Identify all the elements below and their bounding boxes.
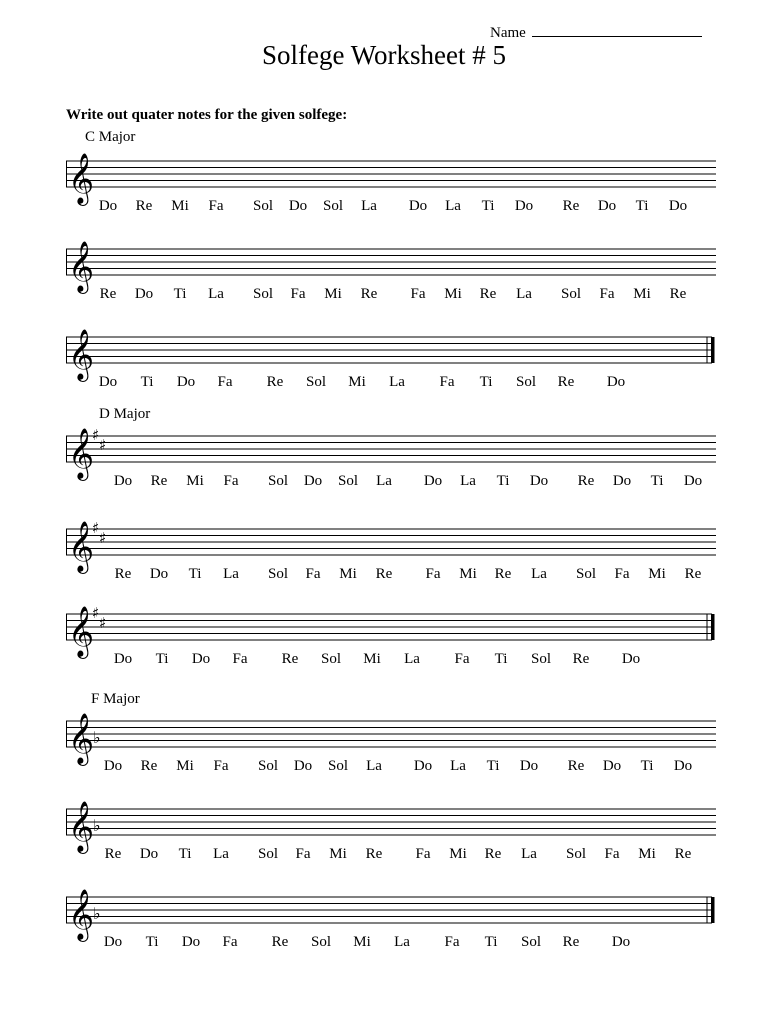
key-label: F Major bbox=[91, 691, 140, 707]
flat-icon: ♭ bbox=[93, 728, 101, 747]
solfege-syllable: Do bbox=[673, 758, 693, 774]
staff-lines bbox=[66, 509, 716, 573]
treble-clef-icon: 𝄞 bbox=[68, 428, 95, 479]
solfege-syllable: Sol bbox=[257, 846, 279, 862]
music-staff[interactable] bbox=[66, 229, 716, 293]
solfege-syllable: Fa bbox=[599, 286, 615, 302]
solfege-syllable: Re bbox=[562, 198, 580, 214]
solfege-syllable: La bbox=[531, 566, 547, 582]
solfege-syllable: Sol bbox=[252, 286, 274, 302]
solfege-syllable: Re bbox=[150, 473, 168, 489]
treble-clef-icon: 𝄞 bbox=[68, 521, 95, 572]
solfege-syllable: Do bbox=[98, 198, 118, 214]
solfege-syllable: Ti bbox=[650, 473, 664, 489]
solfege-syllable: Mi bbox=[186, 473, 204, 489]
solfege-syllable: La bbox=[389, 374, 405, 390]
solfege-syllable: Sol bbox=[575, 566, 597, 582]
sharp-icon: ♯ bbox=[99, 614, 107, 632]
solfege-syllable: Re bbox=[674, 846, 692, 862]
solfege-syllable: Sol bbox=[310, 934, 332, 950]
treble-clef-icon: 𝄞 bbox=[68, 329, 95, 380]
solfege-syllable: Ti bbox=[479, 374, 493, 390]
music-staff[interactable] bbox=[66, 877, 716, 941]
solfege-syllable: Do bbox=[423, 473, 443, 489]
solfege-syllable: Ti bbox=[496, 473, 510, 489]
treble-clef-icon: 𝄞 bbox=[68, 241, 95, 292]
music-staff[interactable] bbox=[66, 317, 716, 381]
solfege-syllable: Re bbox=[669, 286, 687, 302]
solfege-syllable: Mi bbox=[339, 566, 357, 582]
solfege-syllable: La bbox=[450, 758, 466, 774]
solfege-syllable: Re bbox=[281, 651, 299, 667]
solfege-syllable: Sol bbox=[267, 473, 289, 489]
sharp-icon: ♯ bbox=[92, 426, 100, 444]
solfege-syllable: Mi bbox=[648, 566, 666, 582]
solfege-syllable: Mi bbox=[459, 566, 477, 582]
solfege-syllable: Mi bbox=[324, 286, 342, 302]
solfege-syllable: Fa bbox=[439, 374, 455, 390]
name-blank-line[interactable] bbox=[532, 24, 702, 37]
solfege-syllable: La bbox=[516, 286, 532, 302]
solfege-syllable: Do bbox=[113, 651, 133, 667]
solfege-syllable: Fa bbox=[415, 846, 431, 862]
solfege-syllable: Sol bbox=[267, 566, 289, 582]
flat-icon: ♭ bbox=[93, 904, 101, 923]
solfege-syllable: Ti bbox=[178, 846, 192, 862]
solfege-syllable: Mi bbox=[633, 286, 651, 302]
solfege-syllable: Sol bbox=[320, 651, 342, 667]
treble-clef-icon: 𝄞 bbox=[68, 606, 95, 657]
solfege-syllable: Sol bbox=[305, 374, 327, 390]
treble-clef-icon: 𝄞 bbox=[68, 713, 95, 764]
solfege-syllable: Ti bbox=[640, 758, 654, 774]
solfege-syllable: Mi bbox=[329, 846, 347, 862]
solfege-syllable: Re bbox=[479, 286, 497, 302]
solfege-syllable: Sol bbox=[565, 846, 587, 862]
solfege-syllable: Re bbox=[557, 374, 575, 390]
solfege-syllable: Do bbox=[176, 374, 196, 390]
solfege-syllable: Re bbox=[360, 286, 378, 302]
solfege-syllable: Mi bbox=[353, 934, 371, 950]
treble-clef-icon: 𝄞 bbox=[68, 153, 95, 204]
solfege-syllable: La bbox=[394, 934, 410, 950]
treble-clef-icon: 𝄞 bbox=[68, 889, 95, 940]
music-staff[interactable] bbox=[66, 789, 716, 853]
solfege-syllable: Sol bbox=[515, 374, 537, 390]
solfege-syllable: Do bbox=[612, 473, 632, 489]
flat-icon: ♭ bbox=[93, 816, 101, 835]
solfege-syllable: Do bbox=[514, 198, 534, 214]
staff-lines bbox=[66, 877, 716, 941]
solfege-syllable: Do bbox=[139, 846, 159, 862]
solfege-syllable: Re bbox=[104, 846, 122, 862]
staff-lines bbox=[66, 789, 716, 853]
sharp-icon: ♯ bbox=[99, 529, 107, 547]
solfege-syllable: Do bbox=[303, 473, 323, 489]
solfege-syllable: Ti bbox=[145, 934, 159, 950]
solfege-syllable: Fa bbox=[454, 651, 470, 667]
solfege-syllable: Do bbox=[606, 374, 626, 390]
solfege-syllable: Fa bbox=[425, 566, 441, 582]
solfege-syllable: Mi bbox=[171, 198, 189, 214]
solfege-syllable: Re bbox=[494, 566, 512, 582]
solfege-syllable: Ti bbox=[173, 286, 187, 302]
solfege-syllable: La bbox=[223, 566, 239, 582]
solfege-syllable: Sol bbox=[520, 934, 542, 950]
solfege-syllable: Sol bbox=[337, 473, 359, 489]
solfege-syllable: Mi bbox=[449, 846, 467, 862]
solfege-syllable: Fa bbox=[614, 566, 630, 582]
solfege-syllable: Re bbox=[484, 846, 502, 862]
solfege-syllable: Do bbox=[621, 651, 641, 667]
solfege-syllable: Mi bbox=[176, 758, 194, 774]
solfege-syllable: La bbox=[376, 473, 392, 489]
solfege-syllable: Fa bbox=[444, 934, 460, 950]
key-label: D Major bbox=[99, 406, 151, 422]
solfege-syllable: Do bbox=[103, 758, 123, 774]
solfege-syllable: Fa bbox=[290, 286, 306, 302]
solfege-syllable: Re bbox=[271, 934, 289, 950]
solfege-syllable: Do bbox=[191, 651, 211, 667]
staff-lines bbox=[66, 594, 716, 658]
solfege-syllable: Sol bbox=[252, 198, 274, 214]
solfege-syllable: Ti bbox=[635, 198, 649, 214]
solfege-syllable: Ti bbox=[188, 566, 202, 582]
staff-lines bbox=[66, 141, 716, 205]
solfege-syllable: Re bbox=[114, 566, 132, 582]
solfege-syllable: Mi bbox=[363, 651, 381, 667]
solfege-syllable: Do bbox=[529, 473, 549, 489]
solfege-syllable: La bbox=[208, 286, 224, 302]
solfege-syllable: Fa bbox=[295, 846, 311, 862]
solfege-syllable: Fa bbox=[222, 934, 238, 950]
solfege-syllable: Sol bbox=[257, 758, 279, 774]
solfege-syllable: Do bbox=[181, 934, 201, 950]
solfege-syllable: Re bbox=[577, 473, 595, 489]
solfege-syllable: Fa bbox=[208, 198, 224, 214]
solfege-syllable: La bbox=[521, 846, 537, 862]
solfege-syllable: Sol bbox=[530, 651, 552, 667]
solfege-syllable: Do bbox=[597, 198, 617, 214]
name-label: Name bbox=[490, 25, 526, 41]
solfege-syllable: Re bbox=[365, 846, 383, 862]
solfege-syllable: Ti bbox=[481, 198, 495, 214]
solfege-syllable: Do bbox=[413, 758, 433, 774]
worksheet-title: Solfege Worksheet # 5 bbox=[261, 40, 507, 70]
key-label: C Major bbox=[85, 129, 136, 145]
solfege-syllable: La bbox=[361, 198, 377, 214]
solfege-syllable: La bbox=[366, 758, 382, 774]
music-staff[interactable] bbox=[66, 416, 716, 480]
solfege-syllable: Re bbox=[140, 758, 158, 774]
solfege-syllable: Fa bbox=[223, 473, 239, 489]
solfege-syllable: Ti bbox=[486, 758, 500, 774]
music-staff[interactable] bbox=[66, 594, 716, 658]
solfege-syllable: Do bbox=[134, 286, 154, 302]
solfege-syllable: Ti bbox=[494, 651, 508, 667]
music-staff[interactable] bbox=[66, 509, 716, 573]
solfege-syllable: Re bbox=[562, 934, 580, 950]
solfege-syllable: Sol bbox=[327, 758, 349, 774]
solfege-syllable: Fa bbox=[232, 651, 248, 667]
staff-lines bbox=[66, 701, 716, 765]
music-staff[interactable] bbox=[66, 141, 716, 205]
solfege-syllable: Sol bbox=[322, 198, 344, 214]
sharp-icon: ♯ bbox=[92, 604, 100, 622]
staff-lines bbox=[66, 229, 716, 293]
solfege-syllable: Fa bbox=[305, 566, 321, 582]
solfege-syllable: La bbox=[404, 651, 420, 667]
solfege-syllable: La bbox=[445, 198, 461, 214]
solfege-syllable: Re bbox=[266, 374, 284, 390]
solfege-syllable: Re bbox=[567, 758, 585, 774]
solfege-syllable: La bbox=[460, 473, 476, 489]
solfege-syllable: Re bbox=[572, 651, 590, 667]
solfege-syllable: Mi bbox=[444, 286, 462, 302]
solfege-syllable: Re bbox=[375, 566, 393, 582]
solfege-syllable: Mi bbox=[348, 374, 366, 390]
solfege-syllable: Do bbox=[683, 473, 703, 489]
instructions-text: Write out quater notes for the given solfege: bbox=[66, 107, 348, 123]
solfege-syllable: Do bbox=[611, 934, 631, 950]
solfege-syllable: Do bbox=[288, 198, 308, 214]
sharp-icon: ♯ bbox=[92, 519, 100, 537]
solfege-syllable: La bbox=[213, 846, 229, 862]
solfege-syllable: Fa bbox=[213, 758, 229, 774]
solfege-syllable: Re bbox=[684, 566, 702, 582]
solfege-syllable: Ti bbox=[140, 374, 154, 390]
sharp-icon: ♯ bbox=[99, 436, 107, 454]
solfege-syllable: Ti bbox=[155, 651, 169, 667]
solfege-syllable: Do bbox=[408, 198, 428, 214]
solfege-syllable: Do bbox=[113, 473, 133, 489]
solfege-syllable: Do bbox=[602, 758, 622, 774]
solfege-syllable: Sol bbox=[560, 286, 582, 302]
solfege-syllable: Re bbox=[135, 198, 153, 214]
solfege-syllable: Re bbox=[99, 286, 117, 302]
solfege-syllable: Do bbox=[98, 374, 118, 390]
treble-clef-icon: 𝄞 bbox=[68, 801, 95, 852]
solfege-syllable: Do bbox=[668, 198, 688, 214]
solfege-syllable: Do bbox=[149, 566, 169, 582]
solfege-syllable: Fa bbox=[604, 846, 620, 862]
staff-lines bbox=[66, 317, 716, 381]
staff-lines bbox=[66, 416, 716, 480]
solfege-syllable: Do bbox=[519, 758, 539, 774]
solfege-syllable: Fa bbox=[410, 286, 426, 302]
solfege-syllable: Mi bbox=[638, 846, 656, 862]
solfege-syllable: Ti bbox=[484, 934, 498, 950]
music-staff[interactable] bbox=[66, 701, 716, 765]
solfege-syllable: Do bbox=[103, 934, 123, 950]
solfege-syllable: Fa bbox=[217, 374, 233, 390]
solfege-syllable: Do bbox=[293, 758, 313, 774]
